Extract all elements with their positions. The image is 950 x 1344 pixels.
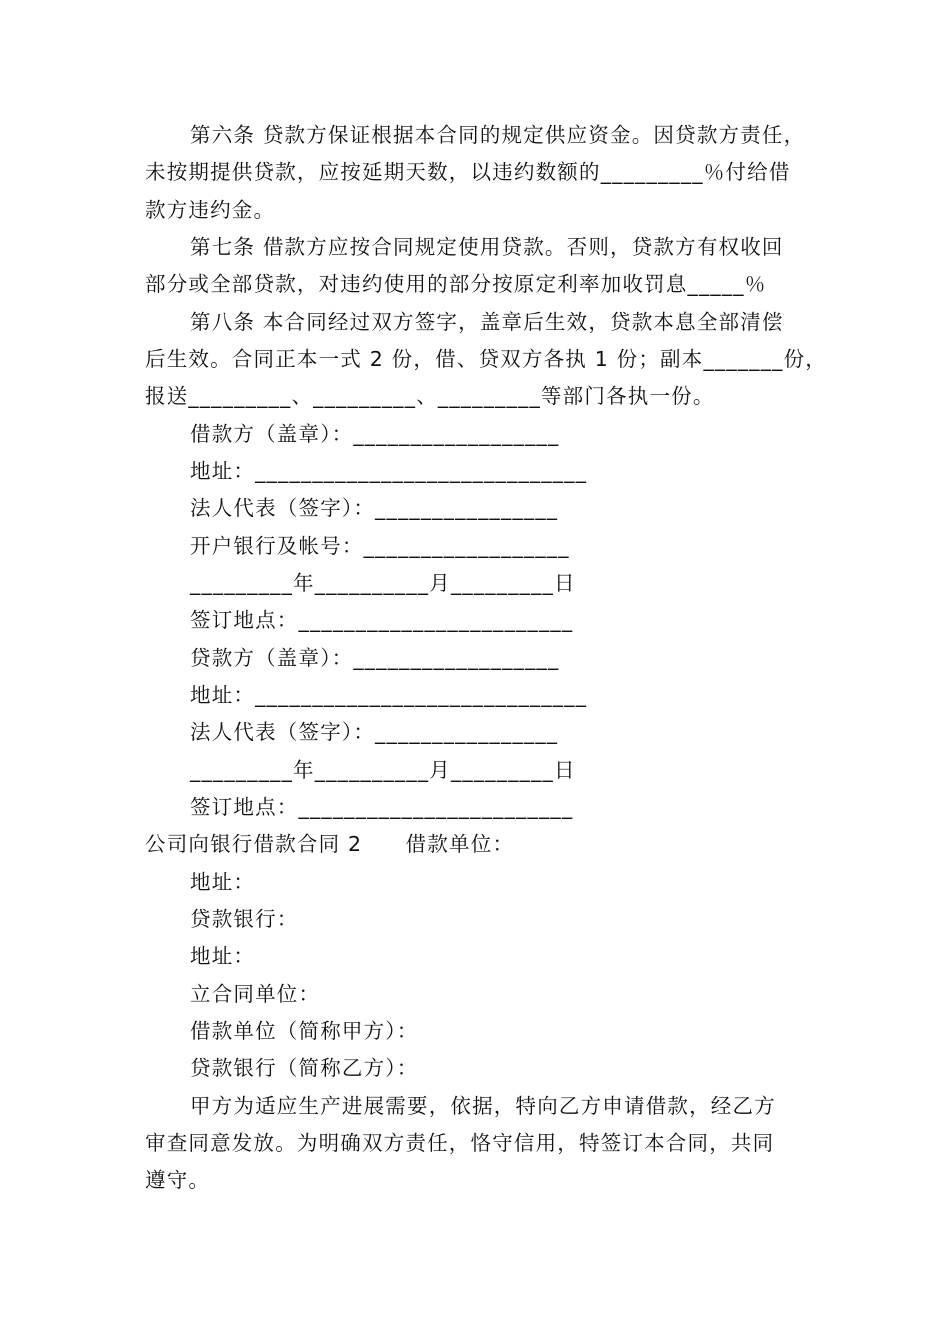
lender-seal-field: 贷款方（盖章）：__________________ xyxy=(190,646,560,670)
borrower-seal-field: 借款方（盖章）：__________________ xyxy=(190,422,560,446)
article-6-line-2: 未按期提供贷款，应按延期天数，以违约数额的_________％付给借 xyxy=(145,160,791,184)
article-7-line-1: 第七条 借款方应按合同规定使用贷款。否则，贷款方有权收回 xyxy=(190,235,784,259)
lender-date-field: _________年__________月_________日 xyxy=(190,758,576,782)
borrower-address-field: 地址：_____________________________ xyxy=(190,459,588,483)
borrower-legal-rep-field: 法人代表（签字）：________________ xyxy=(190,496,559,520)
article-7-line-2: 部分或全部贷款，对违约使用的部分按原定利率加收罚息_____％ xyxy=(145,272,767,296)
article-6-line-1: 第六条 贷款方保证根据本合同的规定供应资金。因贷款方责任， xyxy=(190,123,806,147)
contract-2-bank: 贷款银行： xyxy=(190,907,299,931)
lender-legal-rep-field: 法人代表（签字）：________________ xyxy=(190,720,559,744)
article-8-line-3: 报送_________、_________、_________等部门各执一份。 xyxy=(145,384,715,408)
contract-2-intro-line-3: 遵守。 xyxy=(145,1168,211,1192)
article-8-line-1: 第八条 本合同经过双方签字，盖章后生效，贷款本息全部清偿 xyxy=(190,310,784,334)
contract-2-party-b: 贷款银行（简称乙方）： xyxy=(190,1056,419,1080)
contract-2-address-2: 地址： xyxy=(190,944,256,968)
borrower-bank-account-field: 开户银行及帐号：__________________ xyxy=(190,534,570,558)
contract-2-intro-line-1: 甲方为适应生产进展需要，依据，特向乙方申请借款，经乙方 xyxy=(190,1094,776,1118)
lender-place-field: 签订地点：________________________ xyxy=(190,795,574,819)
borrower-place-field: 签订地点：________________________ xyxy=(190,608,574,632)
contract-2-party-a: 借款单位（简称甲方）： xyxy=(190,1019,419,1043)
article-6-line-3: 款方违约金。 xyxy=(145,198,276,222)
contract-2-address-1: 地址： xyxy=(190,870,256,894)
contract-2-intro-line-2: 审查同意发放。为明确双方责任，恪守信用，特签订本合同，共同 xyxy=(145,1131,775,1155)
contract-2-heading: 公司向银行借款合同 2 借款单位： xyxy=(145,832,515,856)
borrower-date-field: _________年__________月_________日 xyxy=(190,571,576,595)
contract-2-parties: 立合同单位： xyxy=(190,982,321,1006)
article-8-line-2: 后生效。合同正本一式 2 份，借、贷双方各执 1 份；副本_______份， xyxy=(145,347,827,371)
lender-address-field: 地址：_____________________________ xyxy=(190,683,588,707)
